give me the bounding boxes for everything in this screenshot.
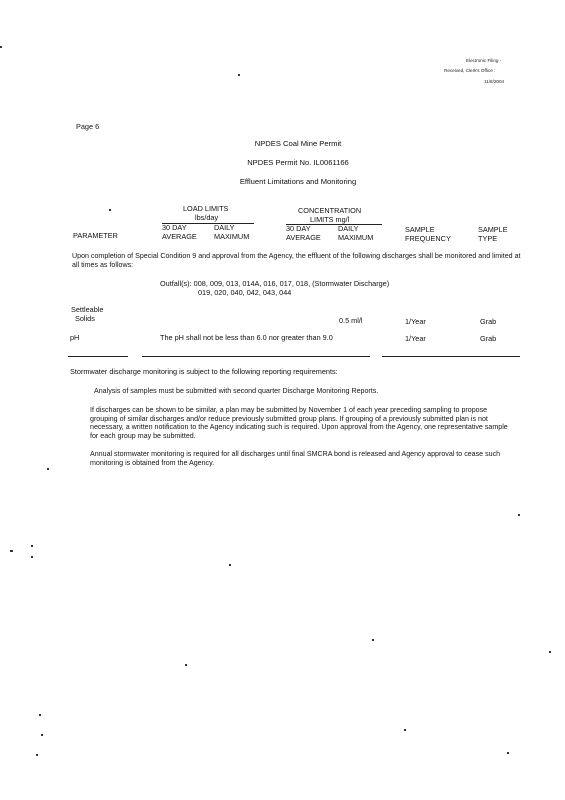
row-settleable-type: Grab <box>480 317 497 326</box>
col-parameter: PARAMETER <box>73 231 118 240</box>
row-settleable-limit: 0.5 ml/l <box>339 316 363 325</box>
col-sample-type-2: TYPE <box>478 234 498 243</box>
row-ph-type: Grab <box>480 334 497 343</box>
requirement-2: If discharges can be shown to be similar, a plan may be submitted by November 1 of each year preceding sampling to propose grouping of similar discharges and/or reduce previously submitted group plans. If grouping of a previously submitted plan is not necessary, a written notification to the Agency indicating such is required. Upon approval from the Agency, one representative sample for each group may be submitted. <box>90 406 508 440</box>
row-settleable-parameter-1: Settleable <box>71 305 104 314</box>
col-daily-conc: DAILY <box>338 224 359 233</box>
scan-speck <box>36 754 38 756</box>
scan-speck <box>31 556 33 558</box>
row-ph-frequency: 1/Year <box>405 334 426 343</box>
row-settleable-parameter-2: Solids <box>75 314 95 323</box>
concentration-heading: CONCENTRATION <box>298 206 362 215</box>
permit-number: NPDES Permit No. IL0061166 <box>247 158 349 167</box>
table-bottom-rule-3 <box>382 356 520 357</box>
scan-speck <box>549 651 551 653</box>
requirement-1: Analysis of samples must be submitted with second quarter Discharge Monitoring Reports. <box>94 387 379 395</box>
scan-speck <box>238 74 240 76</box>
row-ph-parameter: pH <box>70 333 80 342</box>
scan-speck <box>0 46 2 48</box>
page-number: Page 6 <box>76 122 100 131</box>
load-limits-heading: LOAD LIMITS <box>183 204 229 213</box>
scan-speck <box>31 545 33 547</box>
col-maximum-conc: MAXIMUM <box>338 233 374 242</box>
col-average-conc: AVERAGE <box>286 233 321 242</box>
col-maximum-load: MAXIMUM <box>214 232 250 241</box>
scan-speck <box>229 564 231 566</box>
scan-speck <box>109 209 111 211</box>
col-sample-frequency-1: SAMPLE <box>405 225 435 234</box>
scan-speck <box>185 664 187 666</box>
scan-speck <box>41 734 43 736</box>
outfalls-line-2: 019, 020, 040, 042, 043, 044 <box>198 288 292 297</box>
outfalls-line-1: Outfall(s): 008, 009, 013, 014A, 016, 017, 018, (Stormwater Discharge) <box>160 279 390 288</box>
row-ph-limit: The pH shall not be less than 6.0 nor greater than 9.0 <box>160 333 333 342</box>
permit-title: NPDES Coal Mine Permit <box>254 139 342 148</box>
col-average-load: AVERAGE <box>162 232 197 241</box>
load-limits-units: lbs/day <box>195 213 219 222</box>
scan-speck <box>372 639 374 641</box>
col-sample-type-1: SAMPLE <box>478 225 508 234</box>
scan-speck <box>39 714 41 716</box>
scan-speck <box>518 514 520 516</box>
table-bottom-rule-1 <box>68 356 128 357</box>
filing-stamp-line-2: Received, Clerk's Office : <box>444 68 496 73</box>
filing-stamp-date: 11/8/2004 <box>484 79 505 84</box>
filing-stamp-line-1: Electronic Filing - <box>466 58 502 63</box>
requirement-3: Annual stormwater monitoring is required for all discharges until final SMCRA bond is released and Agency approval to cease such monitoring is obtained from the Agency. <box>90 450 501 467</box>
section-title: Effluent Limitations and Monitoring <box>239 177 357 186</box>
col-30day-load: 30 DAY <box>162 223 187 232</box>
reporting-intro: Stormwater discharge monitoring is subject to the following reporting requirements: <box>70 367 338 376</box>
concentration-units: LIMITS mg/l <box>310 215 350 224</box>
col-30day-conc: 30 DAY <box>286 224 311 233</box>
scan-speck <box>47 468 49 470</box>
table-bottom-rule-2 <box>142 356 370 357</box>
scan-speck <box>10 550 13 552</box>
scan-speck <box>404 729 406 731</box>
col-sample-frequency-2: FREQUENCY <box>405 234 451 243</box>
scan-speck <box>507 752 509 754</box>
intro-paragraph: Upon completion of Special Condition 9 and approval from the Agency, the effluent of the following discharges shall be monitored and limited at all times as follows: <box>72 252 521 269</box>
col-daily-load: DAILY <box>214 223 235 232</box>
row-settleable-frequency: 1/Year <box>405 317 426 326</box>
